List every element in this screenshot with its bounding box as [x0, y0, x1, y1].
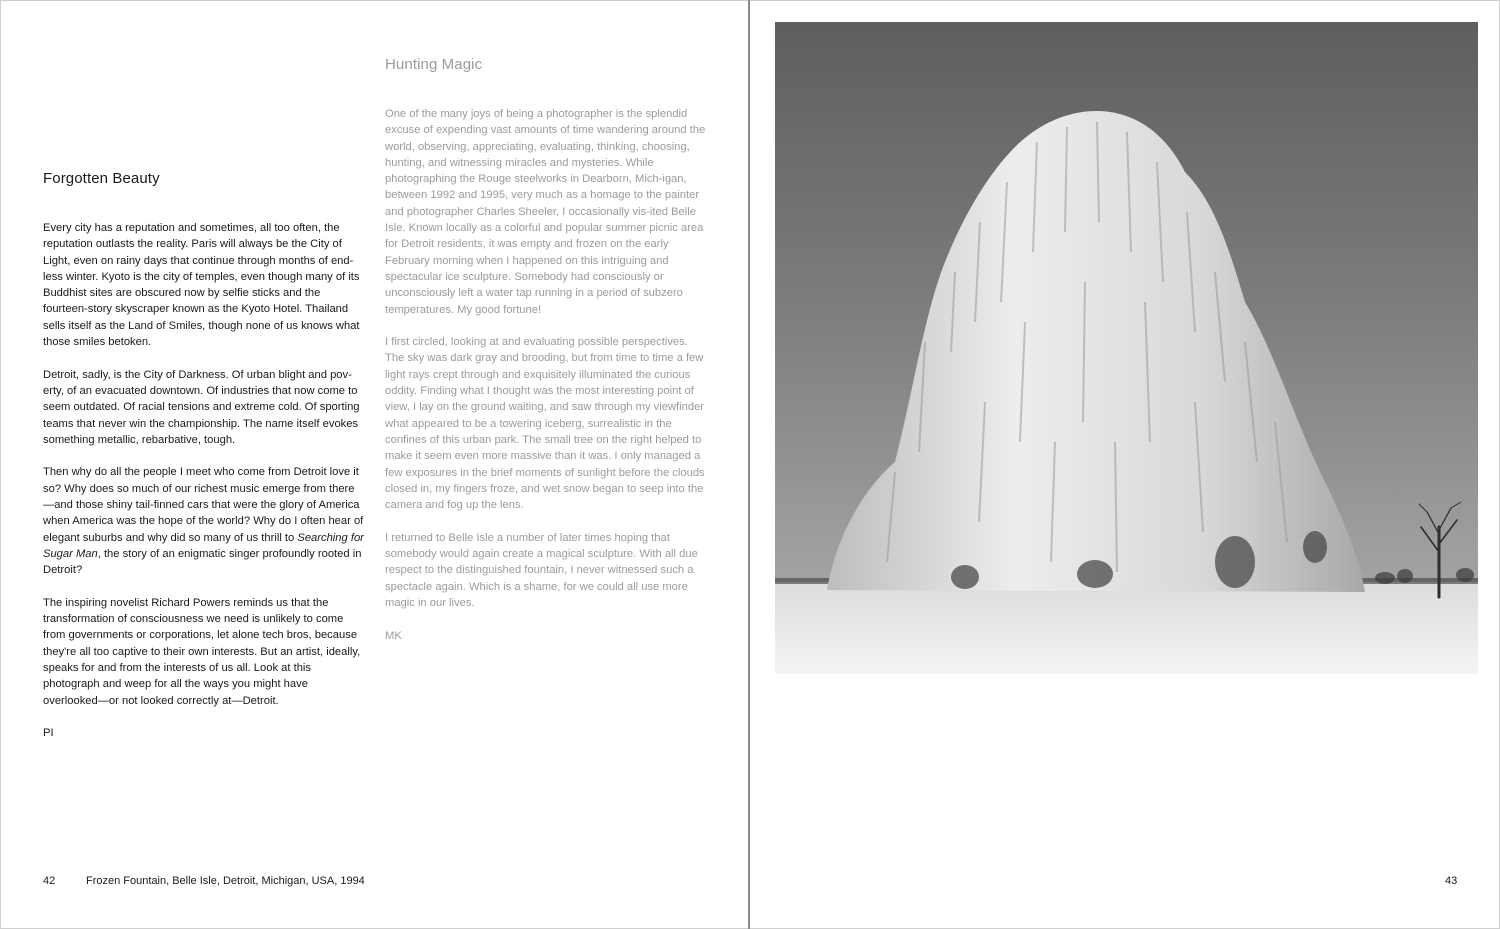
page-number-left: 42: [43, 875, 56, 887]
author-initials: PI: [43, 727, 54, 740]
paragraph-text: , the story of an enigmatic singer profoundly rooted in Detroit?: [43, 547, 362, 577]
paragraph: Detroit, sadly, is the City of Darkness. Of urban blight and pov-erty, of an evacuated downtown. Of industries that now come to seem outdated. Of racial tensions and extreme cold. Of sporting teams that never win the championship. The name itself evokes something metallic, rebarbative, tough.: [43, 368, 360, 446]
right-page: [750, 0, 1500, 929]
film-title: Searching for Sugar Man: [43, 531, 364, 560]
frozen-fountain-photo: [775, 22, 1478, 674]
hunting-magic-heading: Hunting Magic: [385, 56, 483, 73]
paragraph: One of the many joys of being a photographer is the splendid excuse of expending vast amounts of time wandering around the world, observing, appreciating, evaluating, thinking, choosing, hunting, and witnessing miracles and mysteries. While photographing the Rouge steelworks in Dearborn, Mich-igan, between 1992 and 1995, very much as a homage to the painter and photographer Charles Sheeler, I occasionally vis-ited Belle Isle. Known locally as a colorful and popular summer picnic area for Detroit residents, it was empty and frozen on the early February morning when I happened on this intriguing and spectacular ice sculpture. Somebody had consciously or unconsciously left a water tap running in a period of subzero temperatures. My good fortune!: [385, 108, 706, 316]
photo-caption: Frozen Fountain, Belle Isle, Detroit, Michigan, USA, 1994: [86, 875, 365, 887]
hunting-magic-text: [385, 106, 707, 660]
left-page: [0, 0, 749, 929]
forgotten-beauty-text: [43, 220, 365, 758]
author-initials: MK: [385, 629, 402, 642]
page-number-right: 43: [1445, 875, 1458, 887]
paragraph: The inspiring novelist Richard Powers reminds us that the transformation of consciousness we need is unlikely to come from governments or corporations, let alone tech bros, because they're all too captive to their own interests. But an artist, ideally, speaks for and from the interests of us all. Look at this photograph and weep for all the ways you might have overlooked—or not looked correctly at—Detroit.: [43, 596, 361, 707]
paragraph: I first circled, looking at and evaluating possible perspectives. The sky was dark gray and brooding, but from time to time a few light rays crept through and exquisitely illuminated the curious oddity. Finding what I thought was the most interesting point of view, I lay on the ground waiting, and saw through my viewfinder what appeared to be a towering iceberg, surrealistic in the confines of this urban park. The small tree on the right helped to make it seem even more massive than it was. I only managed a few exposures in the brief moments of sunlight before the clouds closed in, my fingers froze, and wet snow began to seep into the camera and fog up the lens.: [385, 336, 705, 512]
forgotten-beauty-heading: Forgotten Beauty: [43, 170, 160, 187]
paragraph: [43, 464, 365, 578]
paragraph: I returned to Belle Isle a number of later times hoping that somebody would again create a magical sculpture. With all due respect to the distinguished fountain, I never witnessed such a spectacle again. Which is a shame, for we could all use more magic in our lives.: [385, 531, 698, 609]
paragraph-text: Then why do all the people I meet who come from Detroit love it so? Why does so much of our richest music emerge from there—and those shiny tail-finned cars that were the glory of America when America was the hope of the world? Why do I often hear of elegant suburbs and why did so many of us thrill to: [43, 466, 364, 544]
paragraph: Every city has a reputation and sometimes, all too often, the reputation outlasts the reality. Paris will always be the City of Light, even on rainy days that continue through months of end-less winter. Kyoto is the city of temples, even though many of its Buddhist sites are obscured now by selfie sticks and the fourteen-story skyscraper known as the Kyoto Hotel. Thailand sells itself as the Land of Smiles, though none of us knows what those smiles betoken.: [43, 222, 360, 349]
spine-gutter: [748, 0, 750, 929]
